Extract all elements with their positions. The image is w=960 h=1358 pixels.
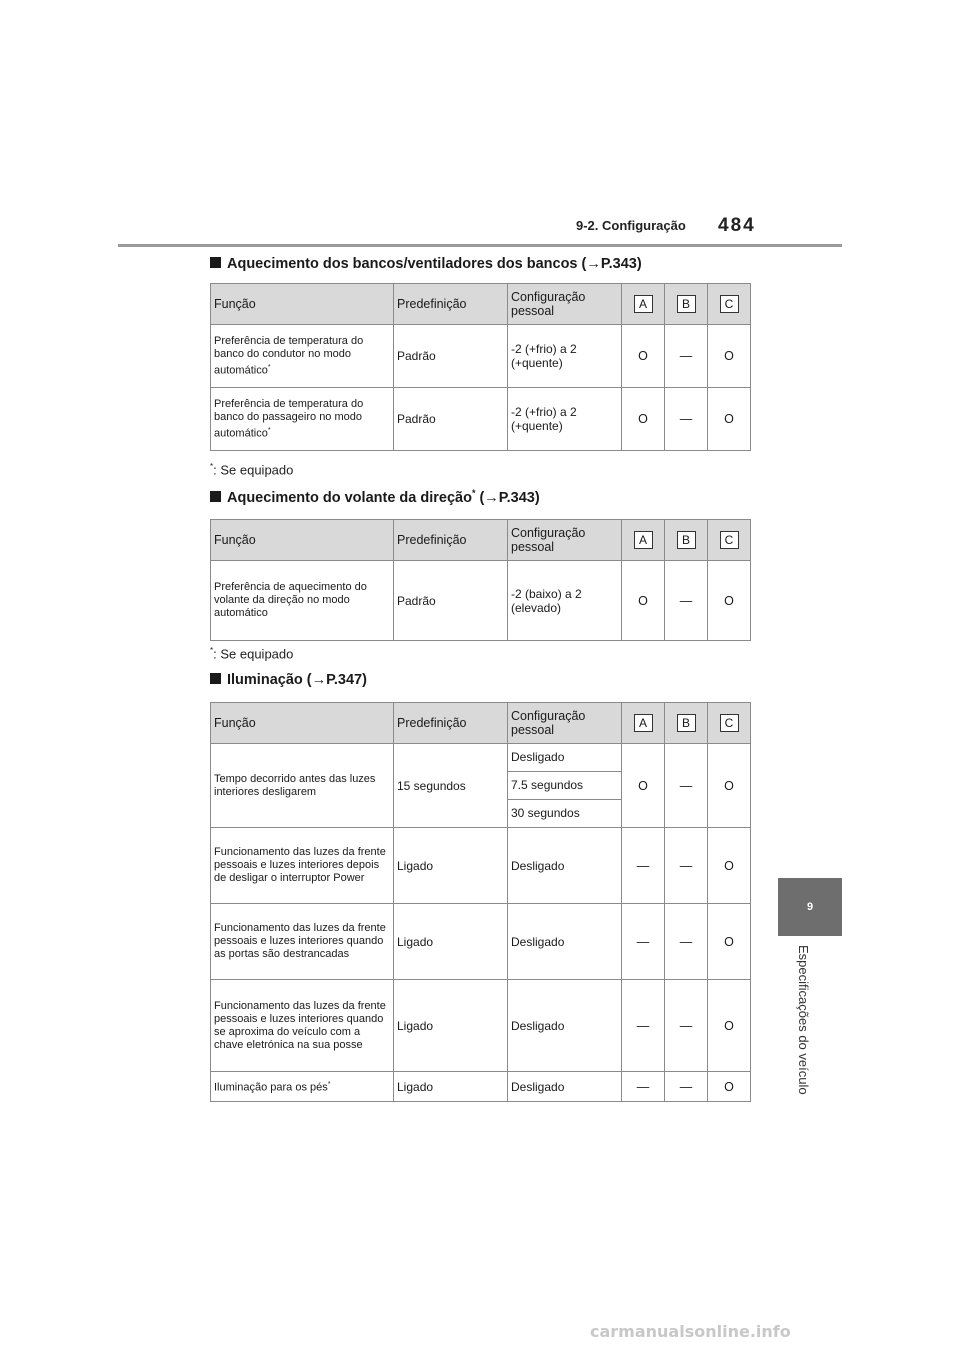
label-c-box: C (720, 295, 739, 313)
cell-a: — (622, 980, 665, 1072)
cell-function (211, 388, 394, 451)
header-custom: Configuração pessoal (508, 703, 622, 744)
cell-b: — (665, 980, 708, 1072)
cell-function: Funcionamento das luzes da frente pessoais e luzes interiores quando se aproxima do veículo com a chave eletrónica na sua posse (211, 980, 394, 1072)
heading-text: Aquecimento do volante da direção (227, 489, 472, 506)
table-header-row (211, 703, 751, 744)
bullet-square-icon (210, 673, 221, 684)
cell-function: Funcionamento das luzes da frente pessoais e luzes interiores quando as portas são destrancadas (211, 904, 394, 980)
heading-ref: (→P.343) (475, 489, 540, 506)
cell-a: — (622, 828, 665, 904)
cell-default: Ligado (394, 828, 508, 904)
table-header-row (211, 520, 751, 561)
cell-default: Ligado (394, 1072, 508, 1102)
cell-b: — (665, 828, 708, 904)
footnote-mark: * (210, 646, 214, 655)
cell-c: O (708, 828, 751, 904)
cell-a: — (622, 904, 665, 980)
cell-default: Ligado (394, 904, 508, 980)
cell-b: — (665, 388, 708, 451)
cell-a: O (622, 325, 665, 388)
table-row (211, 325, 751, 388)
table-row (211, 388, 751, 451)
table-row (211, 980, 751, 1072)
cell-function (211, 1072, 394, 1102)
cell-a: O (622, 561, 665, 641)
cell-custom: Desligado (508, 980, 622, 1072)
header-default: Predefinição (394, 284, 508, 325)
table-seat-heating (210, 283, 751, 451)
cell-default: Padrão (394, 325, 508, 388)
cell-b: — (665, 904, 708, 980)
header-a (622, 703, 665, 744)
header-default: Predefinição (394, 703, 508, 744)
header-rule (118, 244, 842, 247)
cell-default: Ligado (394, 980, 508, 1072)
table-row (211, 561, 751, 641)
cell-custom: -2 (+frio) a 2 (+quente) (508, 388, 622, 451)
cell-default: 15 segundos (394, 744, 508, 828)
cell-a: — (622, 1072, 665, 1102)
cell-default: Padrão (394, 561, 508, 641)
option-item: 7.5 segundos (508, 772, 621, 800)
cell-function (211, 325, 394, 388)
cell-a: O (622, 744, 665, 828)
footnote-1 (210, 462, 293, 477)
header-b (665, 520, 708, 561)
chapter-title: Especificações do veículo (796, 945, 811, 1095)
section-heading-lighting (210, 672, 367, 688)
footnote-mark: * (210, 462, 214, 471)
cell-function: Tempo decorrido antes das luzes interiores desligarem (211, 744, 394, 828)
footnote-text: : Se equipado (213, 462, 294, 478)
footnote-mark: * (267, 426, 271, 434)
table-lighting (210, 702, 751, 1102)
label-c-box: C (720, 531, 739, 549)
option-item: 30 segundos (511, 806, 580, 820)
cell-c: O (708, 325, 751, 388)
heading-text: Aquecimento dos bancos/ventiladores dos bancos (→P.343) (227, 256, 642, 272)
cell-c: O (708, 980, 751, 1072)
table-row (211, 744, 751, 828)
section-label: 9-2. Configuração (576, 218, 686, 233)
chapter-tab[interactable]: 9 (778, 878, 842, 936)
cell-a: O (622, 388, 665, 451)
cell-custom: Desligado (508, 828, 622, 904)
header-a (622, 520, 665, 561)
header-function: Função (211, 703, 394, 744)
header-custom: Configuração pessoal (508, 284, 622, 325)
label-a-box: A (634, 295, 653, 313)
option-item: Desligado (508, 744, 621, 772)
cell-c: O (708, 1072, 751, 1102)
label-b-box: B (677, 295, 696, 313)
table-row (211, 828, 751, 904)
header-b (665, 284, 708, 325)
cell-custom: Desligado (508, 904, 622, 980)
header-c (708, 284, 751, 325)
header-c (708, 703, 751, 744)
footnote-mark: * (267, 363, 271, 371)
label-a-box: A (634, 714, 653, 732)
cell-b: — (665, 1072, 708, 1102)
section-heading-seat-heating (210, 256, 642, 272)
header-function: Função (211, 284, 394, 325)
label-b-box: B (677, 714, 696, 732)
function-text: Preferência de temperatura do banco do condutor no modo automático (214, 334, 364, 377)
cell-custom: -2 (+frio) a 2 (+quente) (508, 325, 622, 388)
heading-text: Iluminação (→P.347) (227, 672, 367, 688)
cell-custom: Desligado (508, 1072, 622, 1102)
label-b-box: B (677, 531, 696, 549)
bullet-square-icon (210, 491, 221, 502)
footnote-2 (210, 646, 293, 661)
footnote-mark: * (471, 488, 476, 498)
cell-function: Funcionamento das luzes da frente pessoais e luzes interiores depois de desligar o interruptor Power (211, 828, 394, 904)
cell-default: Padrão (394, 388, 508, 451)
header-function: Função (211, 520, 394, 561)
cell-custom: -2 (baixo) a 2 (elevado) (508, 561, 622, 641)
header-b (665, 703, 708, 744)
header-default: Predefinição (394, 520, 508, 561)
page-number: 484 (718, 215, 756, 236)
label-c-box: C (720, 714, 739, 732)
header-c (708, 520, 751, 561)
footnote-text: : Se equipado (213, 646, 294, 662)
cell-c: O (708, 904, 751, 980)
table-row (211, 1072, 751, 1102)
table-header-row (211, 284, 751, 325)
header-a (622, 284, 665, 325)
cell-c: O (708, 744, 751, 828)
function-text: Iluminação para os pés (214, 1081, 328, 1094)
cell-custom-options (508, 744, 622, 828)
cell-c: O (708, 561, 751, 641)
header-custom: Configuração pessoal (508, 520, 622, 561)
cell-c: O (708, 388, 751, 451)
cell-function: Preferência de aquecimento do volante da direção no modo automático (211, 561, 394, 641)
cell-b: — (665, 325, 708, 388)
section-heading-steering-heating (210, 488, 540, 506)
watermark: carmanualsonline.info (590, 1322, 791, 1341)
cell-b: — (665, 561, 708, 641)
table-row (211, 904, 751, 980)
table-steering-heating (210, 519, 751, 641)
bullet-square-icon (210, 257, 221, 268)
label-a-box: A (634, 531, 653, 549)
cell-b: — (665, 744, 708, 828)
function-text: Preferência de temperatura do banco do passageiro no modo automático (214, 397, 364, 440)
footnote-mark: * (327, 1081, 331, 1089)
